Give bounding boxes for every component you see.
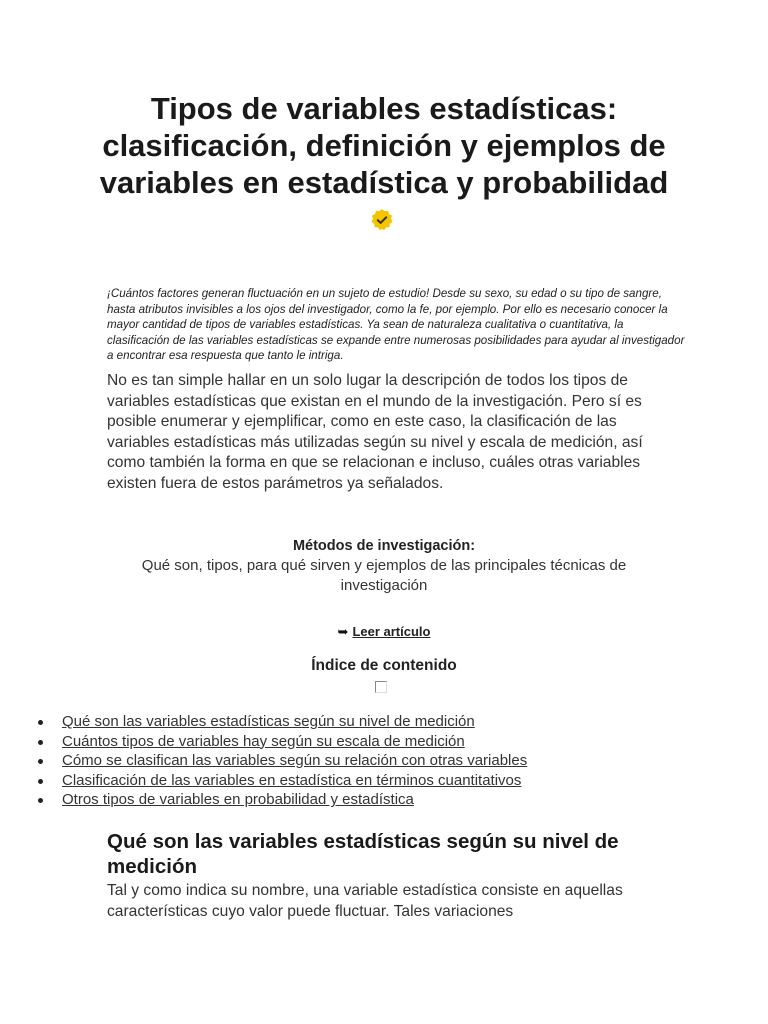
toc-heading: Índice de contenido <box>311 657 457 674</box>
toc-item <box>38 771 527 791</box>
toc-item <box>38 751 527 771</box>
body-paragraph: No es tan simple hallar en un solo lugar la descripción de todos los tipos de variables estadísticas que existan en el mundo de la investigación. Pero sí es posible enumerar y ejemplificar, como en este caso, la clasificación de las variables estadísticas más utilizadas según su nivel y escala de medición, así como también la forma en que se relacionan e incluso, cuáles otras variables existen fuera de estos parámetros ya señalados. <box>107 372 643 492</box>
section-heading: Qué son las variables estadísticas según su nivel de medición <box>107 830 619 878</box>
toc-item <box>38 790 527 810</box>
verified-badge-icon <box>370 208 394 232</box>
toc-link-escala-medicion[interactable]: Cuántos tipos de variables hay según su escala de medición <box>62 732 465 750</box>
toc-toggle-checkbox[interactable] <box>375 681 387 693</box>
read-article-link-row <box>300 624 468 640</box>
intro-paragraph: ¡Cuántos factores generan fluctuación en un sujeto de estudio! Desde su sexo, su edad o su tipo de sangre, hasta atributos invisibles a los ojos del investigador, como la fe, por ejemplo. Por ello es necesario conocer la mayor cantidad de tipos de variables estadísticas. Ya sean de naturaleza cualitativa o cuantitativa, la clasificación de las variables estadísticas se expande entre numerosas posibilidades para ayudar al investigador a encontrar esa respuesta que tanto le intriga. <box>107 287 685 363</box>
toc-link-relacion-variables[interactable]: Cómo se clasifican las variables según su relación con otras variables <box>62 752 528 770</box>
toc-link-nivel-medicion[interactable]: Qué son las variables estadísticas según su nivel de medición <box>62 713 475 730</box>
toc-list <box>38 712 527 810</box>
toc-link-otros-tipos[interactable]: Otros tipos de variables en probabilidad y estadística <box>62 791 414 809</box>
callout-text: Qué son, tipos, para qué sirven y ejemplos de las principales técnicas de investigación <box>141 557 627 594</box>
arrow-icon: ➥ <box>337 624 349 639</box>
toc-link-cuantitativos[interactable]: Clasificación de las variables en estadística en términos cuantitativos <box>62 771 522 789</box>
toc-item <box>38 712 527 732</box>
related-article-callout <box>100 536 668 596</box>
read-article-link[interactable]: Leer artículo <box>352 624 431 639</box>
page-title: Tipos de variables estadísticas: clasificación, definición y ejemplos de variables en estadística y probabilidad <box>99 91 669 200</box>
section-paragraph: Tal y como indica su nombre, una variable estadística consiste en aquellas características cuyo valor puede fluctuar. Tales variaciones <box>107 882 623 920</box>
toc-item <box>38 732 527 752</box>
callout-title: Métodos de investigación: <box>292 538 476 554</box>
